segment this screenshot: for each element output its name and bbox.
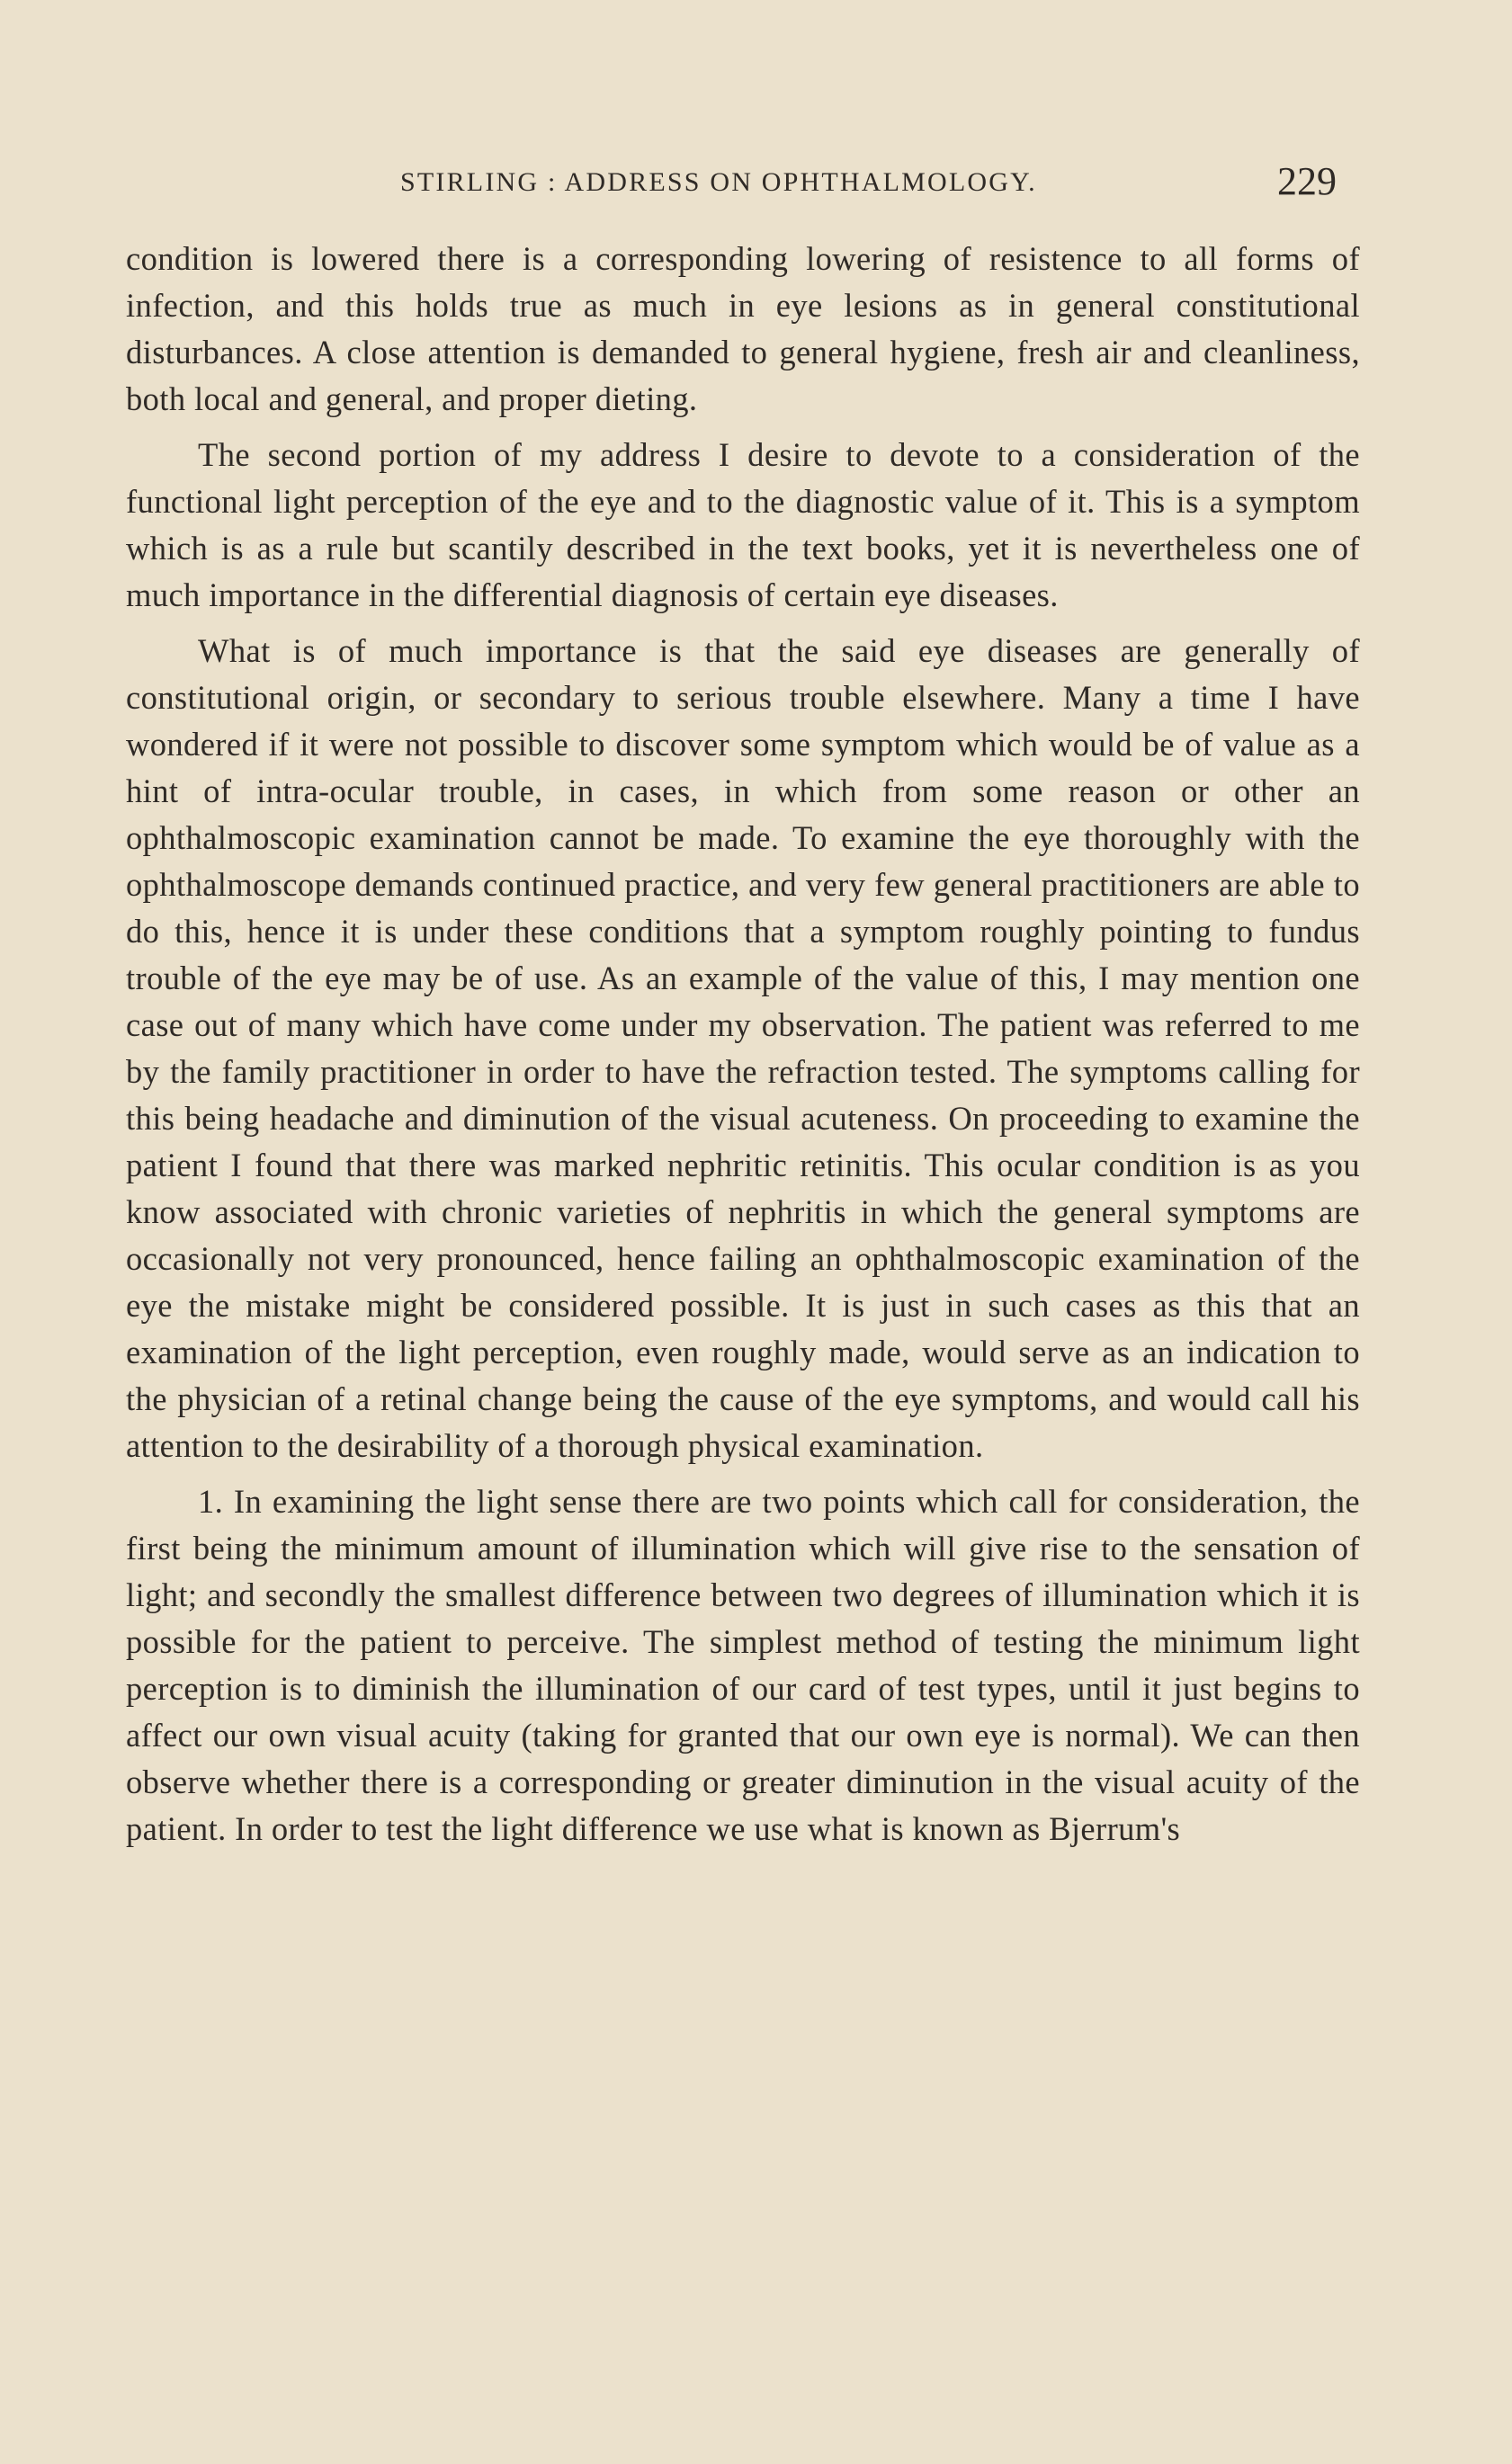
running-title: STIRLING : ADDRESS ON OPHTHALMOLOGY.: [400, 167, 1037, 197]
paragraph-continuation: condition is lowered there is a corresponding lowering of resistence to all forms of infection, and this holds true as much in eye lesions as in general constitutional disturbances. A close attention is demanded to general hygiene, fresh air and cleanliness, both local and general, and proper dieting.: [126, 240, 1360, 417]
paragraph-light-sense-examination: 1. In examining the light sense there are two points which call for consideration, the first being the minimum amount of illumination which will give rise to the sensation of light; and secondly the smallest difference between two degrees of illumination which it is possible for the patient to perceive. The simplest method of testing the minimum light perception is to diminish the illumination of our card of test types, until it just begins to affect our own visual acuity (taking for granted that our own eye is normal). We can then observe whether there is a corresponding or greater diminution in the visual acuity of the patient. In order to test the light difference we use what is known as Bjerrum's: [126, 1483, 1360, 1847]
body-text: [126, 236, 1360, 1861]
page-number: 229: [1277, 159, 1337, 203]
page-header: [0, 158, 1512, 212]
paragraph-constitutional-origin: What is of much importance is that the said eye diseases are generally of constitutional origin, or secondary to serious trouble elsewhere. Many a time I have wondered if it were not possible to discover some symptom which would be of value as a hint of intra-ocular trouble, in cases, in which from some reason or other an ophthalmoscopic examination cannot be made. To examine the eye thoroughly with the ophthalmoscope demands continued practice, and very few general practitioners are able to do this, hence it is under these conditions that a symptom roughly pointing to fundus trouble of the eye may be of use. As an example of the value of this, I may mention one case out of many which have come under my observation. The patient was referred to me by the family practitioner in order to have the refraction tested. The symptoms calling for this being headache and diminution of the visual acuteness. On proceeding to examine the patient I found that there was marked nephritic retinitis. This ocular condition is as you know associated with chronic varieties of nephritis in which the general symptoms are occasionally not very pronounced, hence failing an ophthalmoscopic examination of the eye the mistake might be considered possible. It is just in such cases as this that an examination of the light perception, even roughly made, would serve as an indication to the physician of a retinal change being the cause of the eye symptoms, and would call his attention to the desirability of a thorough physical examination.: [126, 632, 1360, 1464]
paragraph-light-perception-intro: The second portion of my address I desire to devote to a consideration of the functional light perception of the eye and to the diagnostic value of it. This is a symptom which is as a rule but scantily described in the text books, yet it is nevertheless one of much importance in the differential diagnosis of certain eye diseases.: [126, 436, 1360, 613]
